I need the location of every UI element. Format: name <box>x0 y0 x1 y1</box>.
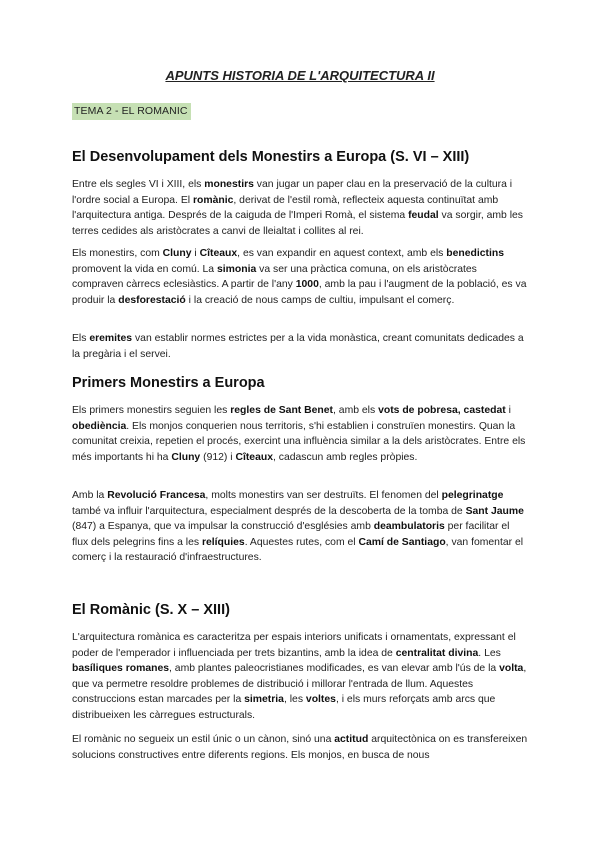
bold-term: regles de Sant Benet <box>230 405 334 416</box>
paragraph: Els eremites van establir normes estrictes per a la vida monàstica, creant comunitats dedicades a la pregària i el servei. <box>72 333 524 360</box>
bold-term: vots de pobresa, castedat <box>378 405 506 416</box>
bold-term: 1000 <box>295 279 319 290</box>
document-title: APUNTS HISTORIA DE L'ARQUITECTURA II <box>165 68 435 83</box>
bold-term: centralitat divina <box>395 647 479 659</box>
bold-term: simonia <box>216 263 257 275</box>
bold-term: Cîteaux <box>199 248 238 259</box>
tema-label: TEMA 2 - EL ROMANIC <box>72 103 191 120</box>
bold-term: deambulatoris <box>373 521 445 532</box>
bold-term: monestirs <box>204 179 254 190</box>
bold-term: romànic <box>192 194 234 206</box>
bold-term: basíliques romanes <box>72 663 170 674</box>
paragraph: Entre els segles VI i XIII, els monestirs van jugar un paper clau en la preservació de la cultura i l'ordre social a Europa. El romànic, derivat de l'estil romà, reflecteix aquesta continuïtat amb l'arquitectura antiga. Després de la caiguda de l'Imperi Romà, el sistema feudal va sorgir, amb les terres cedides als aristòcrates a canvi de lleialtat i collites al rei. <box>72 179 523 237</box>
section-heading: El Desenvolupament dels Monestirs a Europa (S. VI – XIII) <box>72 149 470 165</box>
bold-term: actitud <box>334 734 369 745</box>
paragraph: Els primers monestirs seguien les regles de Sant Benet, amb els vots de pobresa, castedat i obediència. Els monjos conquerien nous territoris, s'hi establien i construïen monestirs. Quan la comunitat creixia, repetien el procés, exercint una influència similar a la dels aristòcrates. Entre els més importants hi ha Cluny (912) i Cîteaux, cadascun amb regles pròpies. <box>72 405 526 463</box>
paragraph: Amb la Revolució Francesa, molts monestirs van ser destruïts. El fenomen del pelegrinatge també va influir l'arquitectura, especialment després de la descoberta de la tomba de Sant Jaume (847) a Espanya, que va impulsar la construcció d'esglésies amb deambulatoris per facilitar el flux dels pelegrins fins a les relíquies. Aquestes rutes, com el Camí de Santiago, van fomentar el comerç i la restauració d'infraestructures. <box>72 490 524 563</box>
bold-term: Revolució Francesa <box>107 490 206 501</box>
bold-term: volta <box>499 663 524 674</box>
bold-term: feudal <box>408 210 439 221</box>
section-heading: Primers Monestirs a Europa <box>72 375 265 391</box>
bold-term: relíquies <box>201 536 245 548</box>
bold-term: Camí de Santiago <box>358 536 446 548</box>
paragraph: L'arquitectura romànica es caracteritza per espais interiors unificats i ornamentats, expressant el poder de l'emperador i influenciada per trets bizantins, amb la idea de centralitat divina. Les basíliques romanes, amb plantes paleocristianes modificades, es van elevar amb l'ús de la volta, que va permetre resoldre problemes de distribució i millorar l'entrada de llum. Aquestes construccions estan marcades per la simetria, les voltes, i els murs reforçats amb arcs que distribueixen les càrregues estructurals. <box>72 632 527 721</box>
bold-term: simetria <box>244 694 284 705</box>
bold-term: Cluny <box>171 451 201 463</box>
bold-term: Cîteaux <box>235 451 273 463</box>
bold-term: obediència <box>72 420 127 432</box>
bold-term: voltes <box>305 694 336 705</box>
bold-term: eremites <box>89 333 133 344</box>
paragraph: El romànic no segueix un estil únic o un cànon, sinó una actitud arquitectònica on es transfereixen solucions constructives entre diferents regions. Els monjos, en busca de nous <box>72 734 528 761</box>
bold-term: benedictins <box>446 248 505 259</box>
bold-term: desforestació <box>118 294 186 306</box>
bold-term: Cluny <box>162 248 192 259</box>
section-heading: El Romànic (S. X – XIII) <box>72 602 230 618</box>
paragraph: Els monestirs, com Cluny i Cîteaux, es van expandir en aquest context, amb els benedictins promovent la vida en comú. La simonia va ser una pràctica comuna, on els aristòcrates compraven càrrecs eclesiàstics. A partir de l'any 1000, amb la pau i l'augment de la població, es va produir la desforestació i la creació de nous camps de cultiu, impulsant el comerç. <box>72 248 527 306</box>
bold-term: pelegrinatge <box>441 490 504 501</box>
bold-term: Sant Jaume <box>465 505 524 517</box>
